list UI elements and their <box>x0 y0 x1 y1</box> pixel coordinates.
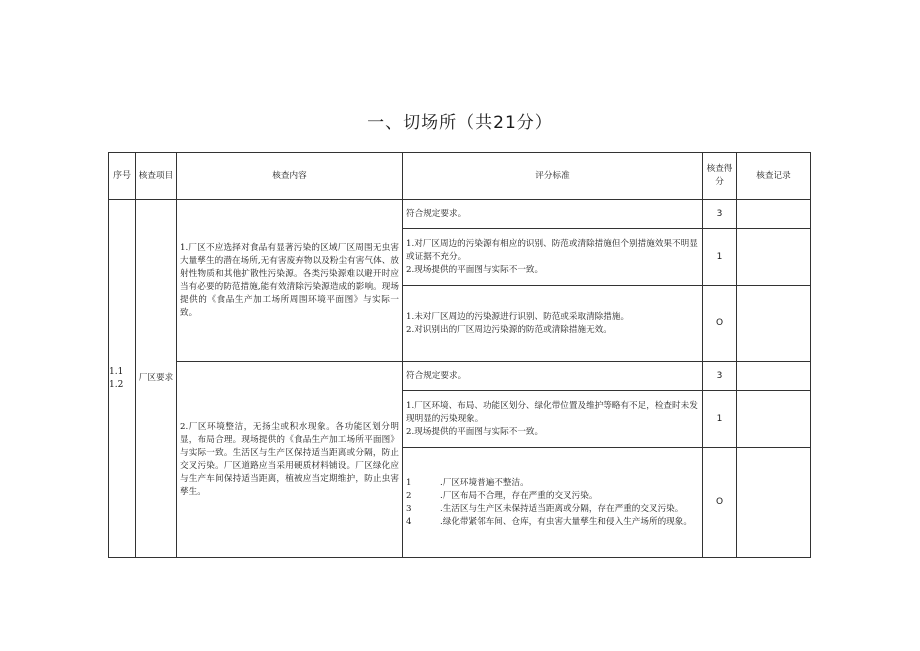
score-value: 3 <box>703 362 737 391</box>
criteria-line: 1.厂区环境、布局、功能区划分、绿化带位置及维护等略有不足，检查时未发现明显的污染现象。 <box>406 400 698 424</box>
table-row <box>109 200 811 229</box>
header-criteria: 评分标准 <box>403 153 703 200</box>
criteria-line: 1.对厂区周边的污染源有相应的识别、防范或清除措施但个别措施效果不明显或证据不充分。 <box>406 238 698 262</box>
criteria-cell <box>403 448 703 558</box>
criteria-line: 2.现场提供的平面图与实际不一致。 <box>406 426 544 437</box>
criteria-line: 2 .厂区布局不合理，存在严重的交叉污染。 <box>406 490 598 501</box>
seq-number: 1.1 <box>109 366 124 377</box>
criteria-cell <box>403 362 703 391</box>
criteria-line: 2.对识别出的厂区周边污染源的防范或清除措施无效。 <box>406 324 612 335</box>
score-value: 1 <box>703 391 737 448</box>
score-value: O <box>703 448 737 558</box>
criteria-line: 4 .绿化带紧邻车间、仓库，有虫害大量孳生和侵入生产场所的现象。 <box>406 516 692 527</box>
criteria-cell <box>403 286 703 362</box>
header-content: 核查内容 <box>177 153 403 200</box>
header-item: 核查项目 <box>136 153 177 200</box>
record-cell[interactable] <box>737 229 811 286</box>
criteria-line: 1.未对厂区周边的污染源进行识别、防范或采取清除措施。 <box>406 311 630 322</box>
check-content: 1.厂区不应选择对食品有显著污染的区域厂区周围无虫害大量孳生的潜在场所,无有害废弃物以及粉尘有害气体、放射性物质和其他扩散性污染源。各类污染源难以避开时应当有必要的防范措施,能有效清除污染源造成的影响。现场提供的《食品生产加工场所周围环境平面图》与实际一致。 <box>177 200 403 362</box>
criteria-cell <box>403 229 703 286</box>
criteria-cell <box>403 200 703 229</box>
record-cell[interactable] <box>737 200 811 229</box>
criteria-line: 1 .厂区环境普遍不整洁。 <box>406 477 529 488</box>
record-cell[interactable] <box>737 286 811 362</box>
check-item: 厂区要求 <box>136 200 177 558</box>
table-row <box>109 362 811 391</box>
inspection-table <box>108 152 811 558</box>
record-cell[interactable] <box>737 448 811 558</box>
check-content: 2.厂区环境整洁，无扬尘或积水现象。各功能区划分明显，布局合理。现场提供的《食品生产加工场所平面图》与实际一致。生活区与生产区保持适当距离或分隔，防止交叉污染。厂区道路应当采用硬质材料铺设。厂区绿化应与生产车间保持适当距离，植被应当定期维护，防止虫害孳生。 <box>177 362 403 558</box>
table-header-row <box>109 153 811 200</box>
criteria-line: 符合规定要求。 <box>406 370 467 381</box>
score-value: 1 <box>703 229 737 286</box>
header-score: 核查得分 <box>703 153 737 200</box>
record-cell[interactable] <box>737 391 811 448</box>
page-title: 一、切场所（共21分） <box>367 113 553 133</box>
criteria-line: 3 .生活区与生产区未保持适当距离或分隔，存在严重的交叉污染。 <box>406 503 684 514</box>
criteria-line: 2.现场提供的平面图与实际不一致。 <box>406 264 544 275</box>
header-record: 核查记录 <box>737 153 811 200</box>
score-value: 3 <box>703 200 737 229</box>
seq-number: 1.2 <box>109 379 124 390</box>
criteria-line: 符合规定要求。 <box>406 208 467 219</box>
seq-cell <box>109 200 136 558</box>
criteria-cell <box>403 391 703 448</box>
record-cell[interactable] <box>737 362 811 391</box>
header-seq: 序号 <box>109 153 136 200</box>
score-value: O <box>703 286 737 362</box>
